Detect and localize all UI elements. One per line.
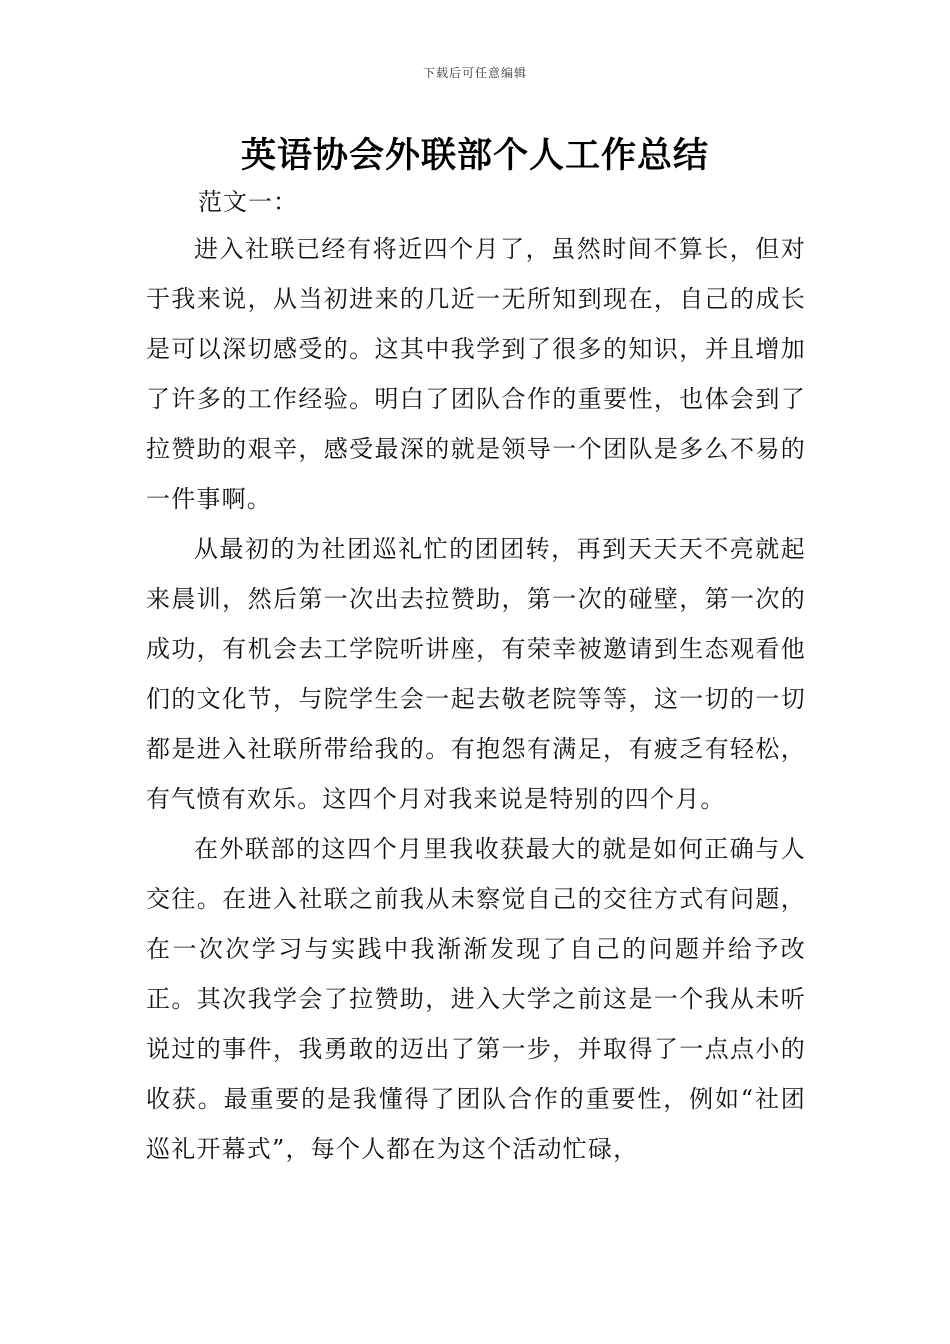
section-subhead: 范文一： [198, 188, 298, 216]
paragraph-2: 从最初的为社团巡礼忙的团团转，再到天天天不亮就起来晨训，然后第一次出去拉赞助，第一次的碰壁，第一次的成功，有机会去工学院听讲座，有荣幸被邀请到生态观看他们的文化节，与院学生会一起去敬老院等等，这一切的一切都是进入社联所带给我的。有抱怨有满足，有疲乏有轻松，有气愤有欢乐。这四个月对我来说是特别的四个月。 [146, 535, 806, 813]
document-body [146, 224, 806, 1174]
header-note: 下载后可任意编辑 [422, 66, 527, 80]
document-title: 英语协会外联部个人工作总结 [240, 136, 709, 176]
paragraph-3: 在外联部的这四个月里我收获最大的就是如何正确与人交往。在进入社联之前我从未察觉自己的交往方式有问题，在一次次学习与实践中我渐渐发现了自己的问题并给予改正。其次我学会了拉赞助，进入大学之前这是一个我从未听说过的事件，我勇敢的迈出了第一步，并取得了一点点小的收获。最重要的是我懂得了团队合作的重要性，例如“社团巡礼开幕式”，每个人都在为这个活动忙碌， [146, 835, 806, 1163]
paragraph-1: 进入社联已经有将近四个月了，虽然时间不算长，但对于我来说，从当初进来的几近一无所知到现在，自己的成长是可以深切感受的。这其中我学到了很多的知识，并且增加了许多的工作经验。明白了团队合作的重要性，也体会到了拉赞助的艰辛，感受最深的就是领导一个团队是多么不易的一件事啊。 [146, 235, 806, 513]
